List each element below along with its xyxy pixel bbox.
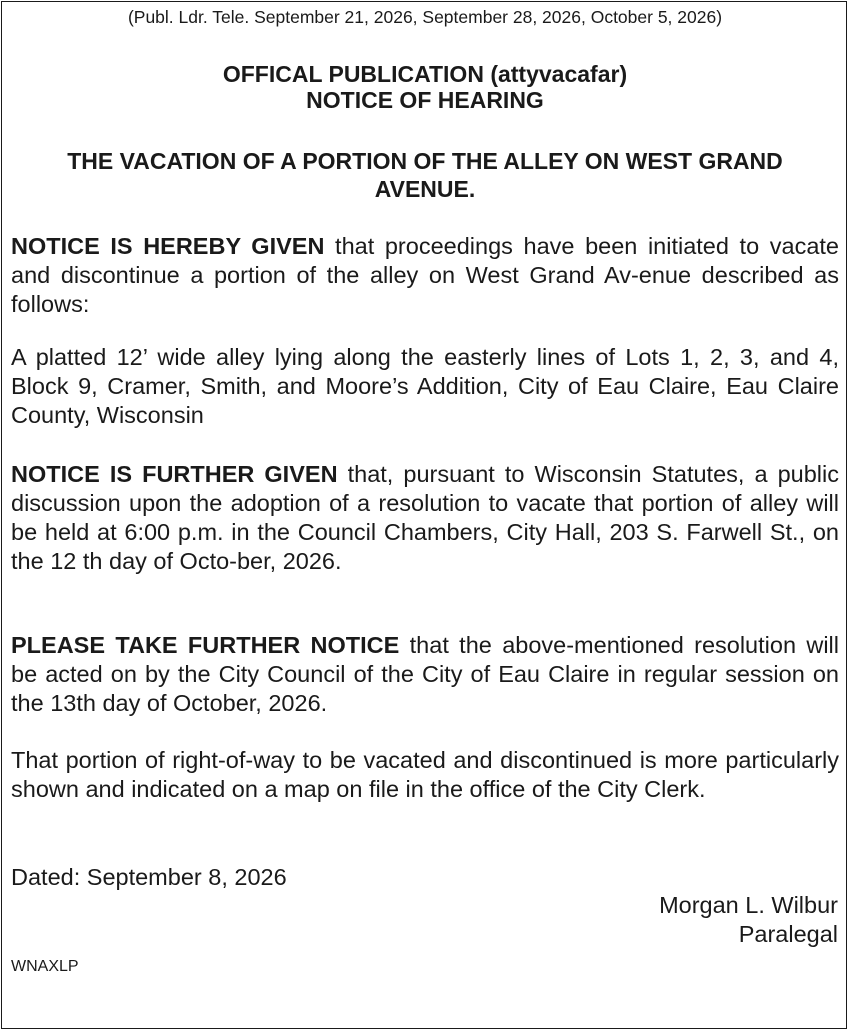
paragraph-lead: PLEASE TAKE FURTHER NOTICE [11,632,400,658]
title-line-2: NOTICE OF HEARING [306,87,544,113]
paragraph-hereby-given [11,232,839,319]
paragraph-lead: NOTICE IS HEREBY GIVEN [11,233,325,259]
title-line-1: OFFICAL PUBLICATION (attyvacafar) [222,61,628,87]
paragraph-lead: NOTICE IS FURTHER GIVEN [11,461,338,487]
notice-title [0,61,850,113]
paragraph-body: A platted 12’ wide alley lying along the easterly lines of Lots 1, 2, 3, and 4, Block 9, Cramer, Smith, and Moore’s Addition, City of Eau Claire, Eau Claire County, Wisconsin [11,344,839,428]
signer-role: Paralegal [738,921,838,947]
paragraph-body: that proceedings have been initiated to vacate and discontinue a portion of the alley on West Grand Av-enue described as follows: [11,233,839,317]
paragraph-further-notice [11,631,839,718]
signer-name: Morgan L. Wilbur [659,892,838,918]
dated-line: Dated: September 8, 2026 [11,864,287,890]
paragraph-body: that the above-mentioned resolution will be acted on by the City Council of the City of Eau Claire in regular session on the 13th day of October, 2026. [11,632,839,716]
paragraph-map-on-file [11,746,839,804]
publication-line: (Publ. Ldr. Tele. September 21, 2026, September 28, 2026, October 5, 2026) [127,7,723,27]
paragraph-body: that, pursuant to Wisconsin Statutes, a public discussion upon the adoption of a resolution to vacate that portion of alley will be held at 6:00 p.m. in the Council Chambers, City Hall, 203 S. Farwell St., on the 12 th day of Octo-ber, 2026. [11,461,839,574]
ad-code: WNAXLP [11,958,79,975]
notice-subject: THE VACATION OF A PORTION OF THE ALLEY ON WEST GRAND AVENUE. [67,148,783,202]
paragraph-legal-description [11,343,839,430]
paragraph-further-given [11,460,839,576]
paragraph-body: That portion of right-of-way to be vacated and discontinued is more particularly shown and indicated on a map on file in the office of the City Clerk. [11,747,839,802]
signature-block [438,891,838,949]
